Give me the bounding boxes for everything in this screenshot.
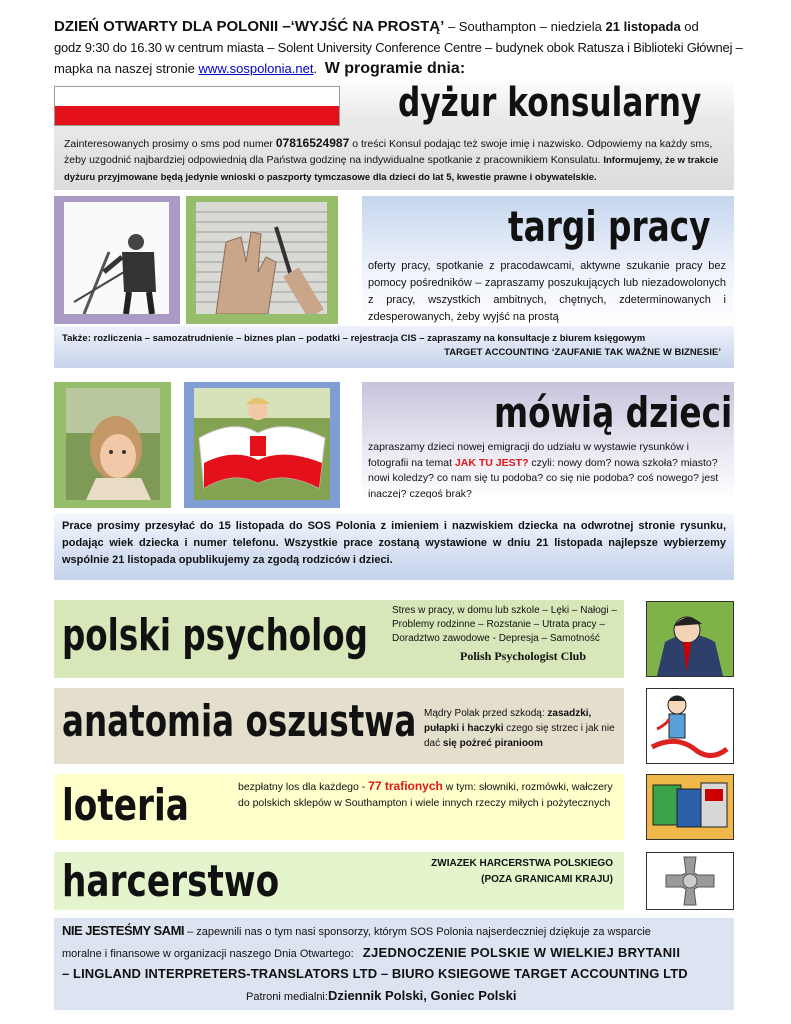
jobs-text: oferty pracy, spotkanie z pracodawcami, aktywne szukanie pracy bez pomocy pośredników – zapraszamy poszukujących lub niezadowolonych z pracy, wszystkich ambitnych, chętnych, zdeterminowanych i zdesperowanych, żeby wyjść na prostą <box>368 260 726 323</box>
sponsor-2: – LINGLAND INTERPRETERS-TRANSLATORS LTD – BIURO KSIEGOWE TARGET ACCOUNTING LTD <box>62 966 688 981</box>
kids-photo-boy-flag <box>194 388 330 500</box>
kids-notice: Prace prosimy przesyłać do 15 listopada do SOS Polonia z imieniem i nazwiskiem dziecka na odwrotnej stronie rysunku, podając wiek dziecka i numer telefonu. Wszystkie prace zostaną wystawione w dniu 21 listopada najlepsze wybierzemy wspólnie 21 listopada opublikujemy za zgodą rodziców i dzieci. <box>62 520 726 566</box>
fraud-text: Mądry Polak przed szkodą: zasadzki, pułapki i haczyki czego się strzec i jak nie dać się pożreć piranioom <box>424 708 615 749</box>
fraud-image-frame <box>646 688 734 764</box>
psych-title: polski psycholog <box>62 610 368 661</box>
lottery-highlight: 77 trafionych <box>368 779 443 793</box>
consular-text: Zainteresowanych prosimy o sms pod numer 07816524987 o treści Konsul podając też swoje imię i nazwisko. Odpowiemy na każdy sms, żeby uzgodnić najbardziej odpowiednią dla Państwa godzinę na indywidualne spotkanie z pracownikiem Konsulatu. Informujemy, że w trakcie dyżuru przyjmowane będą jedynie wnioski o paszporty tymczasowe dla dzieci do lat 5, kwestie prawne i obywatelskie. <box>64 136 719 183</box>
website-link[interactable]: www.sospolonia.net <box>198 61 314 76</box>
event-title: DZIEŃ OTWARTY DLA POLONII –‘WYJŚĆ NA PROSTĄ’ <box>54 18 445 35</box>
event-date: 21 listopada <box>605 19 681 34</box>
footer-lead: NIE JESTEŚMY SAMI <box>62 923 185 938</box>
scouts-emblem-frame <box>646 852 734 910</box>
header-line-3: mapka na naszej stronie www.sospolonia.net. W programie dnia: <box>54 60 466 77</box>
scouts-title: harcerstwo <box>62 856 280 907</box>
consul-phone: 07816524987 <box>275 136 350 150</box>
lottery-image-frame <box>646 774 734 840</box>
lottery-title: loteria <box>62 780 189 831</box>
programme-heading: W programie dnia: <box>324 60 466 77</box>
polish-flag <box>54 86 340 126</box>
consular-title: dyżur konsularny <box>398 80 702 126</box>
kids-photo-girl <box>66 388 160 500</box>
fraud-title: anatomia oszustwa <box>62 696 417 747</box>
media-patrons: Dziennik Polski, Goniec Polski <box>327 988 517 1003</box>
jobs-photo-worker <box>64 202 169 314</box>
psych-image-frame <box>646 601 734 677</box>
jobs-photo-newspaper <box>196 202 327 314</box>
footer-line-2: moralne i finansowe w organizacji naszego Dnia Otwartego: ZJEDNOCZENIE POLSKIE W WIELKIEJ BRYTANII <box>62 945 681 960</box>
kids-text: zapraszamy dzieci nowej emigracji do udziału w wystawie rysunków i fotografii na temat JAK TU JEST? czyli: nowy dom? nowa szkoła? miasto? nowi koledzy? co nam się tu podoba? co się nie podoba? coś nowego? jest inaczej? czegoś brak? <box>368 441 719 498</box>
kids-title: mówią dzieci <box>494 388 733 437</box>
footer-line-1: NIE JESTEŚMY SAMI – zapewnili nas o tym nasi sponsorzy, którym SOS Polonia najserdeczniej dziękuje za wsparcie <box>62 923 651 938</box>
kids-highlight: JAK TU JEST? <box>454 456 529 469</box>
psych-text: Stres w pracy, w domu lub szkole – Lęki – Nałogi – Problemy rodzinne – Rozstanie – Utrata pracy – Doradztwo zawodowe - Depresja – Samotność <box>392 605 617 644</box>
header-line-1: DZIEŃ OTWARTY DLA POLONII –‘WYJŚĆ NA PROSTĄ’ – Southampton – niedziela 21 listopada od <box>54 18 699 35</box>
scouts-org-2: (POZA GRANICAMI KRAJU) <box>481 874 613 885</box>
jobs-extra-line-2: TARGET ACCOUNTING ‘ZAUFANIE TAK WAŻNE W BIZNESIE’ <box>444 347 721 358</box>
scouts-org-1: ZWIAZEK HARCERSTWA POLSKIEGO <box>431 858 613 869</box>
psych-club: Polish Psychologist Club <box>460 649 587 663</box>
footer-patrons: Patroni medialni:Dziennik Polski, Goniec Polski <box>246 988 517 1003</box>
lottery-text: bezpłatny los dla każdego - 77 trafionych w tym: słowniki, rozmówki, wałczery do polskich sklepów w Southampton i wiele innych rzeczy miłych i pożytecznych <box>238 779 613 809</box>
header-line-2: godz 9:30 do 16.30 w centrum miasta – Solent University Conference Centre – budynek obok Ratusza i Biblioteki Głównej – <box>54 40 743 55</box>
header <box>54 16 743 79</box>
sponsor-1: ZJEDNOCZENIE POLSKIE W WIELKIEJ BRYTANII <box>362 945 681 960</box>
jobs-extra-line-1: Także: rozliczenia – samozatrudnienie – biznes plan – podatki – rejestracja CIS – zapraszamy na konsultacje z biurem księgowym <box>62 333 646 344</box>
jobs-title: targi pracy <box>508 202 711 251</box>
